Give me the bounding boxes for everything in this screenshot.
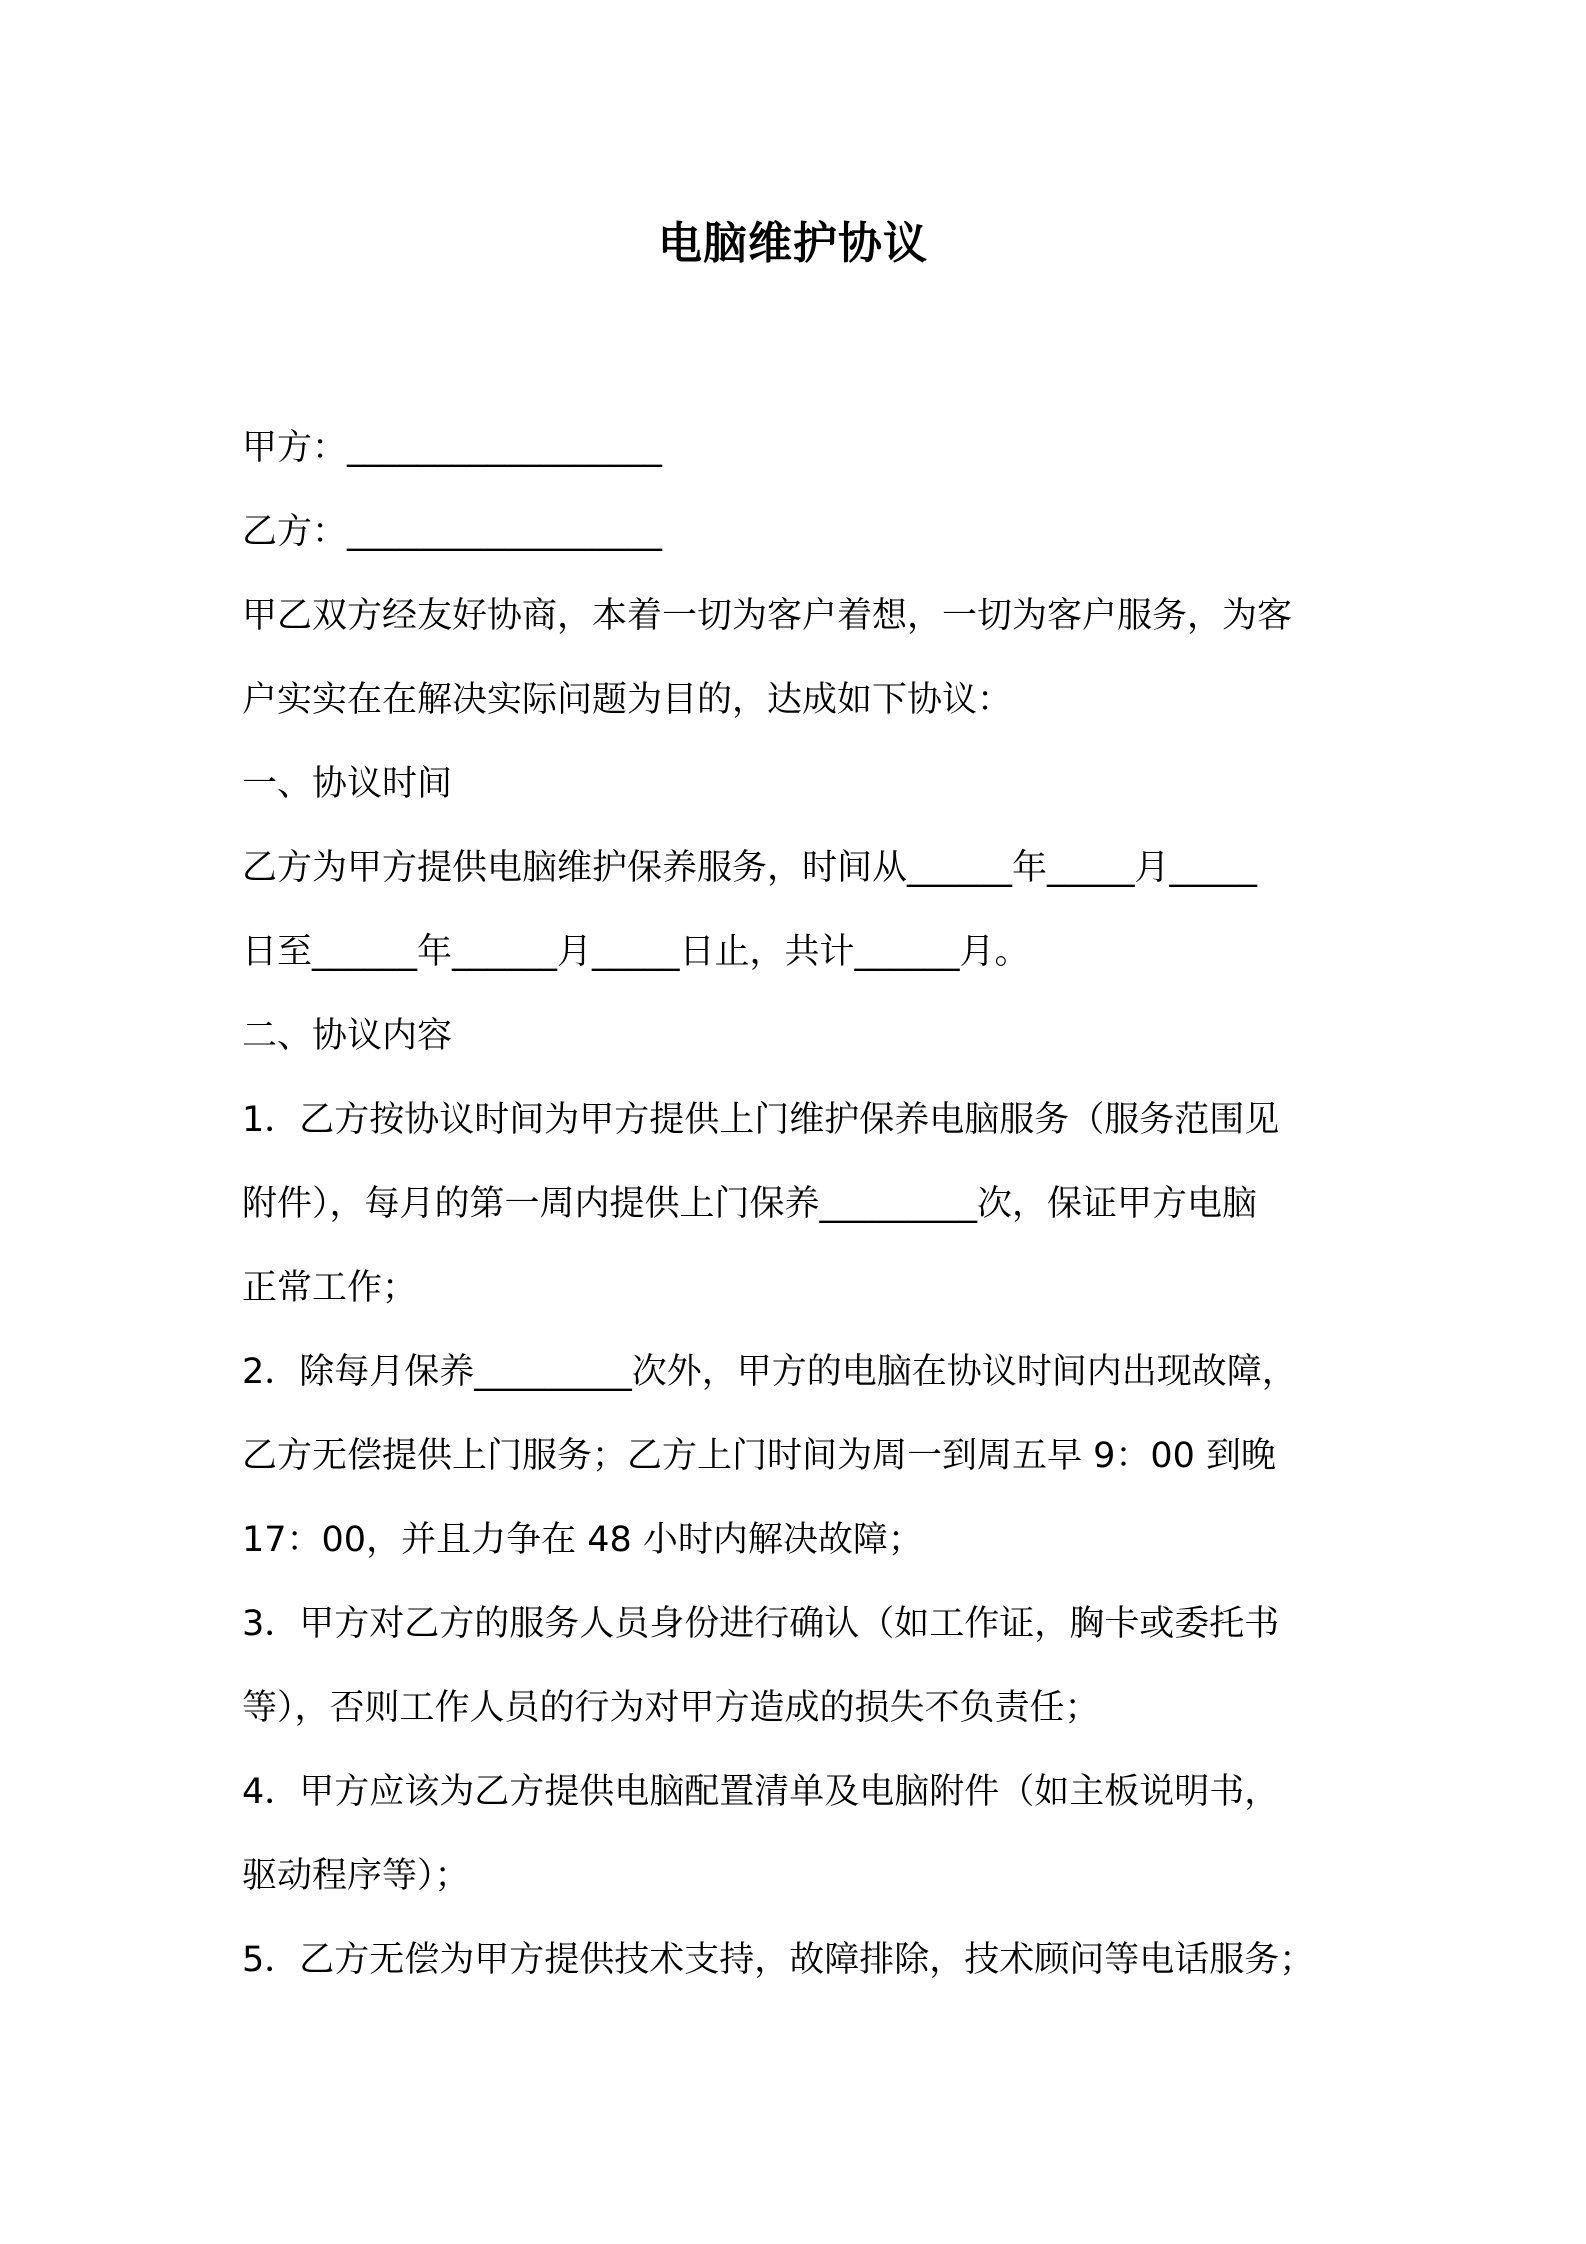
preamble-line-1: 甲乙双方经友好协商，本着一切为客户着想，一切为客户服务，为客 — [242, 596, 1293, 636]
clause-5-line-1: 5．乙方无偿为甲方提供技术支持，故障排除，技术顾问等电话服务； — [242, 1940, 1315, 1980]
section-heading-content: 二、协议内容 — [242, 1016, 453, 1056]
party-a-line: 甲方：__________________ — [242, 428, 663, 468]
clause-1-line-3: 正常工作； — [242, 1268, 418, 1308]
clause-3-line-2: 等），否则工作人员的行为对甲方造成的损失不负责任； — [242, 1688, 1100, 1728]
term-line-2: 日至______年______月_____日止，共计______月。 — [242, 932, 1030, 972]
clause-2-line-1: 2．除每月保养_________次外，甲方的电脑在协议时间内出现故障， — [242, 1352, 1297, 1392]
clause-4-line-2: 驱动程序等）； — [242, 1856, 470, 1896]
document-title: 电脑维护协议 — [658, 218, 928, 269]
clause-2-line-2: 乙方无偿提供上门服务；乙方上门时间为周一到周五早 9：00 到晚 — [242, 1436, 1277, 1476]
clause-1-line-1: 1．乙方按协议时间为甲方提供上门维护保养电脑服务（服务范围见 — [242, 1100, 1280, 1140]
clause-1-line-2: 附件），每月的第一周内提供上门保养_________次，保证甲方电脑 — [242, 1184, 1258, 1224]
document-body — [242, 406, 1382, 2002]
clause-3-line-1: 3．甲方对乙方的服务人员身份进行确认（如工作证，胸卡或委托书 — [242, 1604, 1280, 1644]
term-line-1: 乙方为甲方提供电脑维护保养服务，时间从______年_____月_____ — [242, 848, 1258, 888]
section-heading-term: 一、协议时间 — [242, 764, 453, 804]
clause-2-line-3: 17：00，并且力争在 48 小时内解决故障； — [242, 1520, 923, 1560]
preamble-line-2: 户实实在在解决实际问题为目的，达成如下协议： — [242, 680, 1013, 720]
party-b-line: 乙方：__________________ — [242, 512, 663, 552]
clause-4-line-1: 4．甲方应该为乙方提供电脑配置清单及电脑附件（如主板说明书， — [242, 1772, 1280, 1812]
